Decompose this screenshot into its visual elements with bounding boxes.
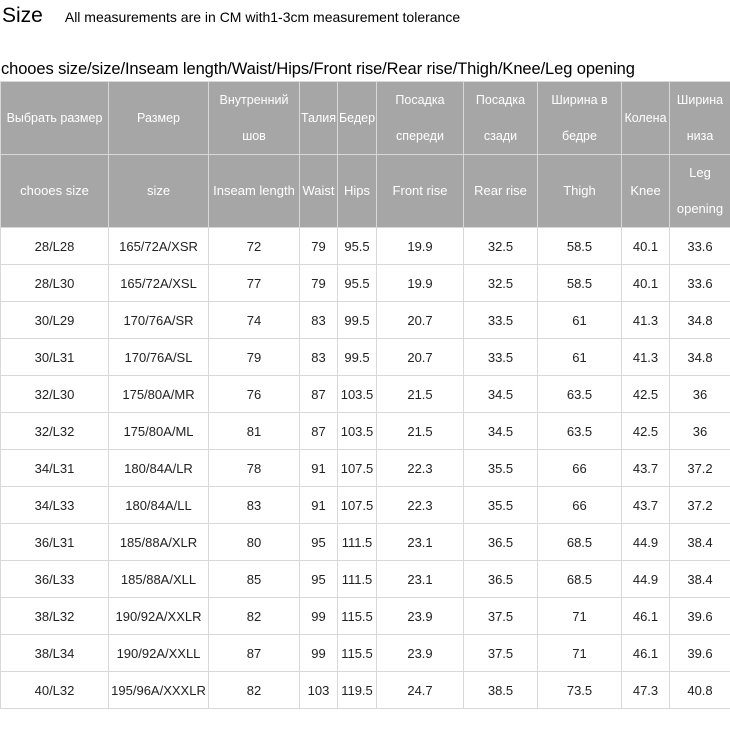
table-cell: 36 (670, 413, 730, 450)
header-cell-ru: Посадка спереди (377, 82, 464, 155)
table-cell: 34.5 (464, 413, 538, 450)
table-cell: 40.1 (622, 265, 670, 302)
table-cell: 33.6 (670, 265, 730, 302)
table-cell: 30/L31 (1, 339, 109, 376)
table-cell: 87 (209, 635, 300, 672)
table-cell: 103 (300, 672, 338, 709)
table-cell: 24.7 (377, 672, 464, 709)
table-row (1, 672, 730, 709)
title-row (2, 4, 460, 28)
size-title: Size (2, 4, 43, 27)
header-cell-en: Rear rise (464, 155, 538, 228)
table-cell: 37.2 (670, 487, 730, 524)
table-cell: 21.5 (377, 376, 464, 413)
header-cell-ru: Ширина в бедре (538, 82, 622, 155)
header-cell-en: Thigh (538, 155, 622, 228)
table-cell: 79 (300, 265, 338, 302)
table-cell: 34/L33 (1, 487, 109, 524)
table-cell: 47.3 (622, 672, 670, 709)
table-cell: 107.5 (338, 487, 377, 524)
table-cell: 63.5 (538, 413, 622, 450)
table-cell: 32/L32 (1, 413, 109, 450)
table-cell: 61 (538, 339, 622, 376)
table-cell: 170/76A/SR (109, 302, 209, 339)
table-cell: 30/L29 (1, 302, 109, 339)
table-cell: 44.9 (622, 561, 670, 598)
table-cell: 43.7 (622, 487, 670, 524)
table-cell: 35.5 (464, 487, 538, 524)
table-cell: 71 (538, 635, 622, 672)
table-row (1, 228, 730, 265)
table-cell: 37.2 (670, 450, 730, 487)
table-cell: 180/84A/LR (109, 450, 209, 487)
table-cell: 95.5 (338, 228, 377, 265)
header-row-russian (1, 82, 730, 155)
table-row (1, 487, 730, 524)
table-cell: 99.5 (338, 302, 377, 339)
table-cell: 73.5 (538, 672, 622, 709)
table-cell: 80 (209, 524, 300, 561)
table-cell: 34/L31 (1, 450, 109, 487)
table-row (1, 376, 730, 413)
table-cell: 95.5 (338, 265, 377, 302)
table-cell: 23.1 (377, 561, 464, 598)
table-cell: 23.1 (377, 524, 464, 561)
table-cell: 32.5 (464, 265, 538, 302)
table-cell: 81 (209, 413, 300, 450)
table-cell: 115.5 (338, 635, 377, 672)
table-cell: 83 (209, 487, 300, 524)
table-cell: 61 (538, 302, 622, 339)
header-row-english (1, 155, 730, 228)
header-cell-en: Knee (622, 155, 670, 228)
table-cell: 83 (300, 339, 338, 376)
table-cell: 33.5 (464, 302, 538, 339)
table-row (1, 561, 730, 598)
table-cell: 77 (209, 265, 300, 302)
table-cell: 39.6 (670, 598, 730, 635)
table-cell: 85 (209, 561, 300, 598)
table-cell: 111.5 (338, 524, 377, 561)
table-cell: 78 (209, 450, 300, 487)
table-cell: 38.4 (670, 524, 730, 561)
header-cell-ru: Талия (300, 82, 338, 155)
table-cell: 58.5 (538, 265, 622, 302)
table-row (1, 265, 730, 302)
table-cell: 36.5 (464, 561, 538, 598)
fields-line: chooes size/size/Inseam length/Waist/Hips/Front rise/Rear rise/Thigh/Knee/Leg opening (1, 60, 635, 78)
table-row (1, 635, 730, 672)
header-cell-ru: Бедер (338, 82, 377, 155)
table-cell: 82 (209, 598, 300, 635)
table-cell: 103.5 (338, 376, 377, 413)
table-row (1, 598, 730, 635)
table-cell: 32/L30 (1, 376, 109, 413)
table-cell: 39.6 (670, 635, 730, 672)
table-cell: 87 (300, 376, 338, 413)
header-cell-ru: Посадка сзади (464, 82, 538, 155)
table-cell: 37.5 (464, 598, 538, 635)
table-cell: 103.5 (338, 413, 377, 450)
table-cell: 23.9 (377, 635, 464, 672)
table-cell: 68.5 (538, 561, 622, 598)
table-cell: 42.5 (622, 413, 670, 450)
table-cell: 165/72A/XSR (109, 228, 209, 265)
table-cell: 34.8 (670, 339, 730, 376)
table-row (1, 413, 730, 450)
table-cell: 76 (209, 376, 300, 413)
measurement-note: All measurements are in CM with1-3cm measurement tolerance (64, 9, 461, 25)
table-cell: 165/72A/XSL (109, 265, 209, 302)
table-cell: 28/L30 (1, 265, 109, 302)
header-cell-ru: Внутренний шов (209, 82, 300, 155)
table-cell: 99 (300, 635, 338, 672)
table-cell: 32.5 (464, 228, 538, 265)
header-cell-ru: Размер (109, 82, 209, 155)
table-cell: 71 (538, 598, 622, 635)
size-chart-table (0, 81, 730, 709)
table-cell: 66 (538, 450, 622, 487)
table-cell: 107.5 (338, 450, 377, 487)
table-cell: 68.5 (538, 524, 622, 561)
table-row (1, 339, 730, 376)
table-cell: 35.5 (464, 450, 538, 487)
table-cell: 36/L31 (1, 524, 109, 561)
table-cell: 22.3 (377, 450, 464, 487)
header-cell-en: size (109, 155, 209, 228)
table-cell: 175/80A/MR (109, 376, 209, 413)
table-cell: 28/L28 (1, 228, 109, 265)
table-cell: 36.5 (464, 524, 538, 561)
table-cell: 38/L32 (1, 598, 109, 635)
table-cell: 185/88A/XLL (109, 561, 209, 598)
table-cell: 33.5 (464, 339, 538, 376)
table-cell: 37.5 (464, 635, 538, 672)
table-cell: 185/88A/XLR (109, 524, 209, 561)
table-cell: 79 (300, 228, 338, 265)
table-cell: 91 (300, 450, 338, 487)
table-cell: 34.8 (670, 302, 730, 339)
table-cell: 23.9 (377, 598, 464, 635)
header-cell-en: Waist (300, 155, 338, 228)
table-cell: 83 (300, 302, 338, 339)
table-cell: 66 (538, 487, 622, 524)
table-cell: 115.5 (338, 598, 377, 635)
table-cell: 195/96A/XXXLR (109, 672, 209, 709)
table-cell: 36/L33 (1, 561, 109, 598)
table-cell: 79 (209, 339, 300, 376)
table-cell: 111.5 (338, 561, 377, 598)
table-cell: 19.9 (377, 228, 464, 265)
table-cell: 40/L32 (1, 672, 109, 709)
table-cell: 44.9 (622, 524, 670, 561)
table-cell: 36 (670, 376, 730, 413)
table-cell: 190/92A/XXLR (109, 598, 209, 635)
table-cell: 74 (209, 302, 300, 339)
table-cell: 119.5 (338, 672, 377, 709)
table-cell: 46.1 (622, 635, 670, 672)
table-cell: 41.3 (622, 302, 670, 339)
table-cell: 38.5 (464, 672, 538, 709)
table-cell: 42.5 (622, 376, 670, 413)
table-cell: 170/76A/SL (109, 339, 209, 376)
table-cell: 87 (300, 413, 338, 450)
table-cell: 99.5 (338, 339, 377, 376)
header-cell-ru: Ширина низа (670, 82, 730, 155)
table-cell: 91 (300, 487, 338, 524)
table-cell: 40.1 (622, 228, 670, 265)
header-cell-ru: Колена (622, 82, 670, 155)
table-cell: 95 (300, 524, 338, 561)
table-cell: 72 (209, 228, 300, 265)
header-cell-ru: Выбрать размер (1, 82, 109, 155)
table-cell: 58.5 (538, 228, 622, 265)
table-cell: 43.7 (622, 450, 670, 487)
table-cell: 20.7 (377, 339, 464, 376)
table-cell: 38.4 (670, 561, 730, 598)
header-cell-en: chooes size (1, 155, 109, 228)
table-cell: 82 (209, 672, 300, 709)
table-cell: 40.8 (670, 672, 730, 709)
table-cell: 34.5 (464, 376, 538, 413)
table-row (1, 524, 730, 561)
table-cell: 175/80A/ML (109, 413, 209, 450)
table-body (1, 228, 730, 709)
table-cell: 38/L34 (1, 635, 109, 672)
table-cell: 21.5 (377, 413, 464, 450)
table-row (1, 450, 730, 487)
table-cell: 95 (300, 561, 338, 598)
header-cell-en: Leg opening (670, 155, 730, 228)
table-cell: 190/92A/XXLL (109, 635, 209, 672)
table-cell: 41.3 (622, 339, 670, 376)
table-cell: 46.1 (622, 598, 670, 635)
header-cell-en: Inseam length (209, 155, 300, 228)
header-cell-en: Hips (338, 155, 377, 228)
table-row (1, 302, 730, 339)
table-cell: 20.7 (377, 302, 464, 339)
table-cell: 19.9 (377, 265, 464, 302)
table-cell: 180/84A/LL (109, 487, 209, 524)
table-cell: 22.3 (377, 487, 464, 524)
header-cell-en: Front rise (377, 155, 464, 228)
table-cell: 33.6 (670, 228, 730, 265)
table-cell: 63.5 (538, 376, 622, 413)
table-cell: 99 (300, 598, 338, 635)
